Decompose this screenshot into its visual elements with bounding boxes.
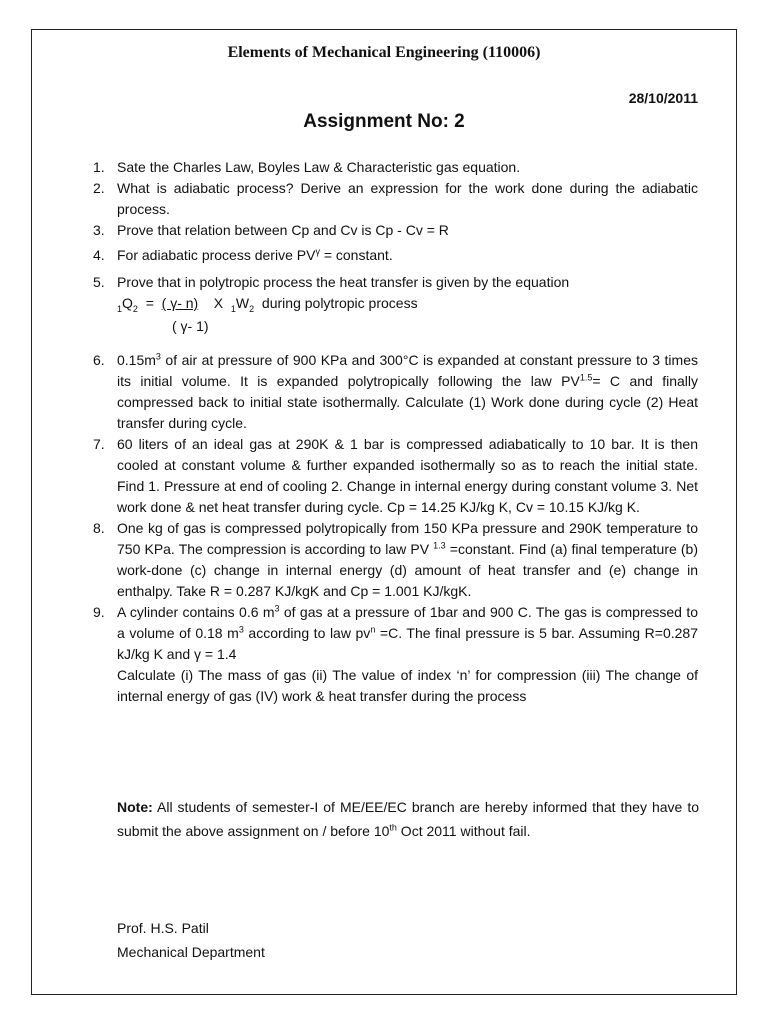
question-text: 60 liters of an ideal gas at 290K & 1 bar is compressed adiabatically to 10 bar. It is then cooled at constant volume & further expanded isothermally so as to reach the initial state. Find 1. Pressure at end of cooling 2. Change in internal energy during constant volume 3. Net work done & net heat transfer during cycle. Cp = 14.25 KJ/kg K, Cv = 10.15 KJ/kg K. — [117, 436, 698, 515]
question-4 — [78, 245, 698, 266]
question-text: One kg of gas is compressed polytropically from 150 KPa pressure and 290K temperature to 750 KPa. The compression is according to law PV $^{1.3}$ =constant. Find (a) final temperature (b) work-done (c) change in internal energy (d) amount of heat transfer and (e) change in enthalpy. Take R = 0.287 KJ/kgK and Cp = 1.001 KJ/kgK. — [117, 520, 698, 599]
professor-name: Prof. H.S. Patil — [117, 920, 209, 936]
heat-transfer-equation: $_1Q_2$ = ( γ- n) X $_1W_2$ during polytropic process — [117, 295, 418, 314]
question-2 — [78, 178, 698, 220]
question-7 — [78, 434, 698, 518]
question-number: 4. — [93, 247, 105, 263]
course-title: Elements of Mechanical Engineering (110006) — [227, 44, 541, 61]
question-3 — [78, 220, 698, 241]
question-text: A cylinder contains 0.6 $m^3$ of gas at a pressure of 1bar and 900 C. The gas is compressed to a volume of 0.18 $m^3$ according to law $pv^n =C$. The final pressure is 5 bar. Assuming R=0.287 kJ/kg K and γ = 1.4 Calculate (i) The mass of gas (ii) The value of index ‘n’ for compression (iii) The change of internal energy of gas (IV) work & heat transfer during the process — [117, 603, 698, 704]
question-number: 3. — [93, 222, 105, 238]
question-list — [78, 157, 698, 707]
question-text: Prove that in polytropic process the heat transfer is given by the equation $_1Q_2$ = ( γ- n) X $_1W_2$ during polytropic process ( γ- 1) — [117, 272, 698, 337]
question-1 — [78, 157, 698, 178]
question-number: 2. — [93, 180, 105, 196]
department-name: Mechanical Department — [117, 944, 265, 960]
question-number: 5. — [93, 274, 105, 290]
question-text: Prove that relation between Cp and Cv is Cp - Cv = R — [117, 222, 449, 238]
question-number: 1. — [93, 159, 105, 175]
note-label: Note: — [117, 799, 153, 815]
question-9 — [78, 602, 698, 707]
question-text: $0.15m^3$ of air at pressure of 900 KPa and 300°C is expanded at constant pressure to 3 times its initial volume. It is expanded polytropically following the law $PV^{1.5}= C$ and finally compressed back to initial state isothermally. Calculate (1) Work done during cycle (2) Heat transfer during cycle. — [117, 351, 698, 431]
question-5 — [78, 272, 698, 337]
question-text: For adiabatic process derive $PV^\gamma$ = constant. — [117, 246, 393, 263]
note-paragraph: Note: All students of semester-I of ME/EE/EC branch are hereby informed that they have to submit the above assignment on / before 10th Oct 2011 without fail. — [117, 799, 699, 839]
question-number: 8. — [93, 520, 105, 536]
question-text: Sate the Charles Law, Boyles Law & Characteristic gas equation. — [117, 159, 521, 175]
question-text: What is adiabatic process? Derive an expression for the work done during the adiabatic process. — [117, 180, 698, 217]
signature-block — [117, 916, 265, 964]
assignment-date: 28/10/2011 — [628, 90, 698, 106]
question-number: 6. — [93, 352, 105, 368]
equation-denominator: ( γ- 1) — [172, 318, 209, 334]
question-number: 9. — [93, 604, 105, 620]
question-number: 7. — [93, 436, 105, 452]
question-6 — [78, 350, 698, 434]
assignment-title: Assignment No: 2 — [303, 111, 465, 132]
question-8 — [78, 518, 698, 602]
